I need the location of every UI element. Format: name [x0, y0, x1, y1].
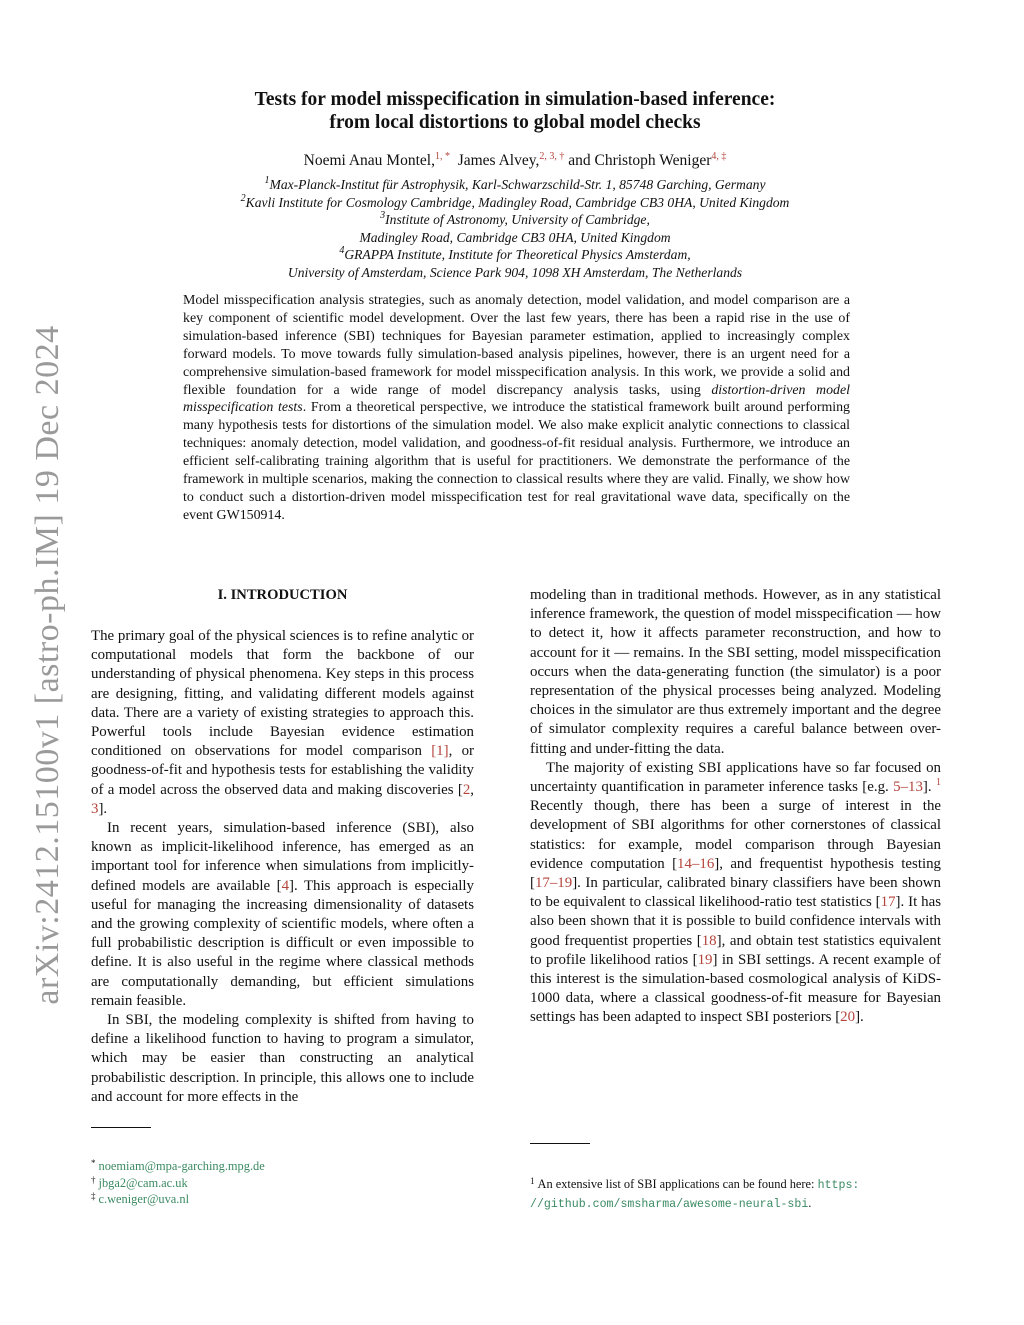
- email-link[interactable]: jbga2@cam.ac.uk: [98, 1175, 188, 1190]
- affiliation-number: 1: [264, 175, 270, 186]
- email-link[interactable]: c.weniger@uva.nl: [98, 1192, 190, 1207]
- title-line-2: from local distortions to global model checks: [329, 112, 701, 133]
- paragraph-text: ]. It has also been shown that it is possible to build confidence intervals with good frequentist properties [: [530, 894, 942, 949]
- affiliation-text: Madingley Road, Cambridge CB3 0HA, United Kingdom: [359, 229, 671, 245]
- intro-paragraph: [530, 759, 941, 1028]
- paragraph-text: ]. This approach is especially useful for managing the increasing dimensionality of datasets and the growing complexity of scientific models, where often a full probabilistic description is difficult or even impossible to define. It is also useful in the regime where classical methods are computationally demanding, but efficient simulations remain feasible.: [91, 877, 474, 1009]
- title-line-1: Tests for model misspecification in simulation-based inference:: [254, 89, 776, 110]
- author-name: Noemi Anau Montel,: [303, 152, 435, 169]
- paragraph-text: ].: [855, 1009, 864, 1026]
- affiliation-text: Kavli Institute for Cosmology Cambridge, Madingley Road, Cambridge CB3 0HA, United Kingdom: [245, 194, 790, 210]
- intro-paragraph: [91, 819, 474, 1011]
- footnote-marker[interactable]: 1: [936, 777, 941, 789]
- footnote-sbi-list: [530, 1176, 941, 1213]
- author-list: [150, 152, 880, 170]
- footnote-divider: [91, 1127, 151, 1128]
- email-footnote: [91, 1158, 265, 1175]
- left-column: [91, 627, 474, 1107]
- citation-link[interactable]: 2: [462, 781, 471, 798]
- paragraph-text: ], and frequentist hypothesis testing [: [530, 855, 941, 892]
- citation-link[interactable]: 14–16: [677, 855, 715, 872]
- footnote-mark: *: [91, 1158, 96, 1168]
- abstract-text: Model misspecification analysis strategies, such as anomaly detection, model validation, and model comparison are a key component of scientific model development. Over the last few years, there has been a rapid rise in the use of simulation-based inference (SBI) techniques for Bayesian parameter estimation, applied to increasingly complex forward models. To move towards fully simulation-based analysis pipelines, however, there is an urgent need for a comprehensive simulation-based framework for model misspecification analysis. In this work, we provide a solid and flexible foundation for a wide range of model discrepancy analysis tasks, using: [183, 293, 850, 398]
- section-heading-introduction: I. INTRODUCTION: [217, 587, 348, 603]
- author-affiliation-mark[interactable]: 2, 3, †: [539, 151, 565, 162]
- author-conjunction: and: [568, 152, 591, 169]
- abstract-emphasis: distortion-driven model misspecification tests: [183, 382, 850, 416]
- author-email-footnotes: [91, 1158, 265, 1208]
- affiliation-line: [120, 246, 910, 264]
- arxiv-id-text: arXiv:2412.15100v1 [astro-ph.IM] 19 Dec 2024: [29, 325, 66, 1005]
- paragraph-text: ]. In particular, calibrated binary classifiers have been shown to be equivalent to classical likelihood-ratio test statistics [: [530, 875, 941, 911]
- citation-link[interactable]: 3: [91, 800, 99, 817]
- affiliation-number: 2: [240, 192, 246, 204]
- intro-paragraph: The primary goal of the physical sciences is to refine analytic or computational models that form the backbone of our understanding of physical phenomena. Key steps in this process are designing, fitting, and validating different models against data. There are a variety of existing strategies to approach this. Powerful tools include Bayesian evidence estimation conditioned on observations for model comparison [1], or goodness-of-fit and hypothesis tests for establishing the validity of a model across the observed data and making discoveries [2, 3].: [91, 628, 474, 817]
- url-link[interactable]: https:: [817, 1179, 860, 1192]
- affiliation-list: [120, 176, 910, 282]
- right-column: [530, 586, 941, 1028]
- email-link[interactable]: noemiam@mpa-garching.mpg.de: [98, 1159, 265, 1173]
- citation-link[interactable]: 20: [840, 1009, 856, 1026]
- intro-paragraph: modeling than in traditional methods. However, as in any statistical inference framework, the question of model misspecification — how to detect it, how it affects parameter reconstruction, and how to account for it — remains. In the SBI setting, model misspecification occurs when the data-generating function (the simulator) is a poor representation of the physical processes being analyzed. Modeling choices in the simulator are thus extremely important and the degree of simulator complexity requires a careful balance between over-fitting and under-fitting the data.: [530, 587, 941, 757]
- footnote-divider: [530, 1143, 590, 1144]
- footnote-text: An extensive list of SBI applications can be found here:: [537, 1177, 818, 1191]
- author-affiliation-mark[interactable]: 4, ‡: [711, 151, 727, 162]
- paragraph-text: ] in SBI settings. A recent example of this interest is the simulation-based cosmological analysis of KiDS-1000 data, where a classical goodness-of-fit measure for Bayesian settings has been adapted to inspect SBI posteriors [: [530, 951, 941, 1026]
- author-name: Christoph Weniger: [594, 152, 712, 169]
- arxiv-identifier-stamp: [28, 325, 68, 1005]
- paragraph-text: In recent years, simulation-based inference (SBI), also known as implicit-likelihood inference, has emerged as an important tool for inference when simulations from implicitly-defined models are available [: [91, 820, 474, 894]
- paper-title: [150, 88, 880, 134]
- citation-link[interactable]: 19: [697, 951, 713, 968]
- email-footnote: [91, 1191, 265, 1208]
- author-affiliation-mark[interactable]: 1, *: [434, 151, 450, 162]
- paragraph-text: Recently though, there has been a surge of interest in the development of SBI algorithms for other cornerstones of classical statistics: for example, model comparison through Bayesian evidence computation [: [530, 798, 941, 872]
- footnote-text: .: [808, 1195, 812, 1210]
- intro-paragraph: In SBI, the modeling complexity is shifted from having to define a likelihood function to having to program a simulator, which may be easier than constructing an analytical probabilistic description. In principle, this allows one to include and account for more effects in the: [91, 1012, 474, 1105]
- paragraph-text: ].: [922, 779, 936, 796]
- url-link[interactable]: //github.com/smsharma/awesome-neural-sbi: [530, 1197, 809, 1211]
- affiliation-text: University of Amsterdam, Science Park 904, 1098 XH Amsterdam, The Netherlands: [287, 264, 743, 280]
- paragraph-text: The majority of existing SBI applications have so far focused on uncertainty quantification in parameter inference tasks [e.g.: [530, 759, 941, 796]
- citation-link[interactable]: 17–19: [534, 875, 573, 892]
- footnote-mark: 1: [530, 1176, 535, 1186]
- paragraph-text: The primary goal of the physical sciences is to refine analytic or computational models that form the backbone of our understanding of physical phenomena. Key steps in this process are designing, fitting, and validating different models against data. There are a variety of existing strategies to approach this. Powerful tools include Bayesian evidence estimation conditioned on observations for model comparison: [91, 628, 474, 760]
- paragraph-text: , or goodness-of-fit and hypothesis tests for establishing the validity of a model across the observed data and making discoveries [: [91, 743, 474, 798]
- affiliation-line: [120, 211, 910, 229]
- affiliation-line: [120, 194, 910, 212]
- footnote-mark: †: [91, 1174, 96, 1185]
- citation-link[interactable]: 4: [281, 877, 290, 894]
- paragraph-text: ].: [98, 800, 108, 817]
- affiliation-line: [120, 264, 910, 282]
- email-footnote: [91, 1175, 265, 1192]
- author-name: James Alvey,: [457, 152, 540, 169]
- abstract: [183, 292, 850, 525]
- footnote-mark: ‡: [91, 1191, 96, 1202]
- citation-link[interactable]: 17: [880, 894, 896, 911]
- affiliation-text: Institute of Astronomy, University of Cambridge,: [385, 212, 650, 228]
- affiliation-text: GRAPPA Institute, Institute for Theoretical Physics Amsterdam,: [344, 247, 691, 263]
- affiliation-line: [120, 176, 910, 194]
- citation-link[interactable]: 5–13: [893, 779, 923, 796]
- citation-link[interactable]: 18: [701, 932, 717, 949]
- citation-link[interactable]: [1]: [431, 743, 449, 760]
- affiliation-number: 4: [339, 245, 345, 257]
- paragraph-text: ], and obtain test statistics equivalent to profile likelihood ratios [: [530, 932, 941, 968]
- affiliation-line: [120, 229, 910, 247]
- abstract-text: . From a theoretical perspective, we introduce the statistical framework built around performing many hypothesis tests for distortions of the simulation model. We also make explicit analytic connections to classical techniques: anomaly detection, model validation, and goodness-of-fit residual analysis. Furthermore, we introduce an efficient self-calibrating training algorithm that is useful for practitioners. We demonstrate the performance of the framework in multiple scenarios, making the connection to classical results where they are valid. Finally, we show how to conduct such a distortion-driven model misspecification test for real gravitational wave data, specifically on the event GW150914.: [183, 400, 850, 523]
- affiliation-number: 3: [380, 210, 386, 222]
- affiliation-text: Max-Planck-Institut für Astrophysik, Karl-Schwarzschild-Str. 1, 85748 Garching, Germany: [269, 177, 766, 192]
